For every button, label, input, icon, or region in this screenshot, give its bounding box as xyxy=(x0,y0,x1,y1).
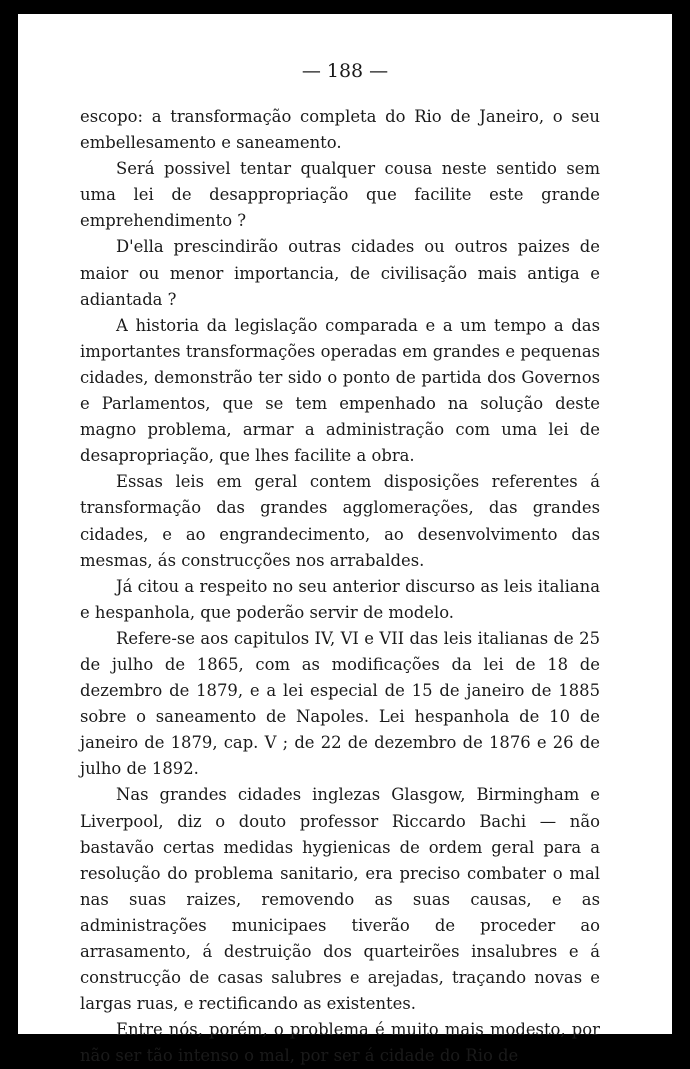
book-page xyxy=(18,14,672,1066)
paragraph: Já citou a respeito no seu anterior discurso as leis italiana e hespanhola, que poderão servir de modelo. xyxy=(80,576,600,622)
paragraph: D'ella prescindirão outras cidades ou outros paizes de maior ou menor importancia, de civilisação mais antiga e adiantada ? xyxy=(80,237,600,309)
paragraph: Entre nós, porém, o problema é muito mais modesto, por não ser tão intenso o mal, por ser á cidade do Rio de xyxy=(80,1020,600,1066)
body-text xyxy=(80,104,600,1069)
paragraph: A historia da legislação comparada e a um tempo a das importantes transformações operadas em grandes e pequenas cidades, demonstrão ter sido o ponto de partida dos Governos e Parlamentos, que se tem empenhado na solução deste magno problema, armar a administração com uma lei de desapropriação, que lhes facilite a obra. xyxy=(80,315,600,466)
paragraph: Essas leis em geral contem disposições referentes á transformação das grandes agglomerações, das grandes cidades, e ao engrandecimento, ao desenvolvimento das mesmas, ás construcções nos arrabaldes. xyxy=(80,472,600,570)
paragraph: escopo: a transformação completa do Rio de Janeiro, o seu embellesamento e saneamento. xyxy=(80,107,600,153)
paragraph: Refere-se aos capitulos IV, VI e VII das leis italianas de 25 de julho de 1865, com as modificações da lei de 18 de dezembro de 1879, e a lei especial de 15 de janeiro de 1885 sobre o saneamento de Napoles. Lei hespanhola de 10 de janeiro de 1879, cap. V ; de 22 de dezembro de 1876 e 26 de julho de 1892. xyxy=(80,628,600,779)
paragraph: Nas grandes cidades inglezas Glasgow, Birmingham e Liverpool, diz o douto professor Riccardo Bachi — não bastavão certas medidas hygienicas de ordem geral para a resolução do problema sanitario, era preciso combater o mal nas suas raizes, removendo as suas causas, e as administrações municipaes tiverão de proceder ao arrasamento, á destruição dos quarteirões insalubres e á construcção de casas salubres e arejadas, traçando novas e largas ruas, e rectificando as existentes. xyxy=(80,785,600,1014)
paragraph: Será possivel tentar qualquer cousa neste sentido sem uma lei de desappropriação que facilite este grande emprehendimento ? xyxy=(80,159,600,231)
page-number: — 188 — xyxy=(301,60,389,82)
